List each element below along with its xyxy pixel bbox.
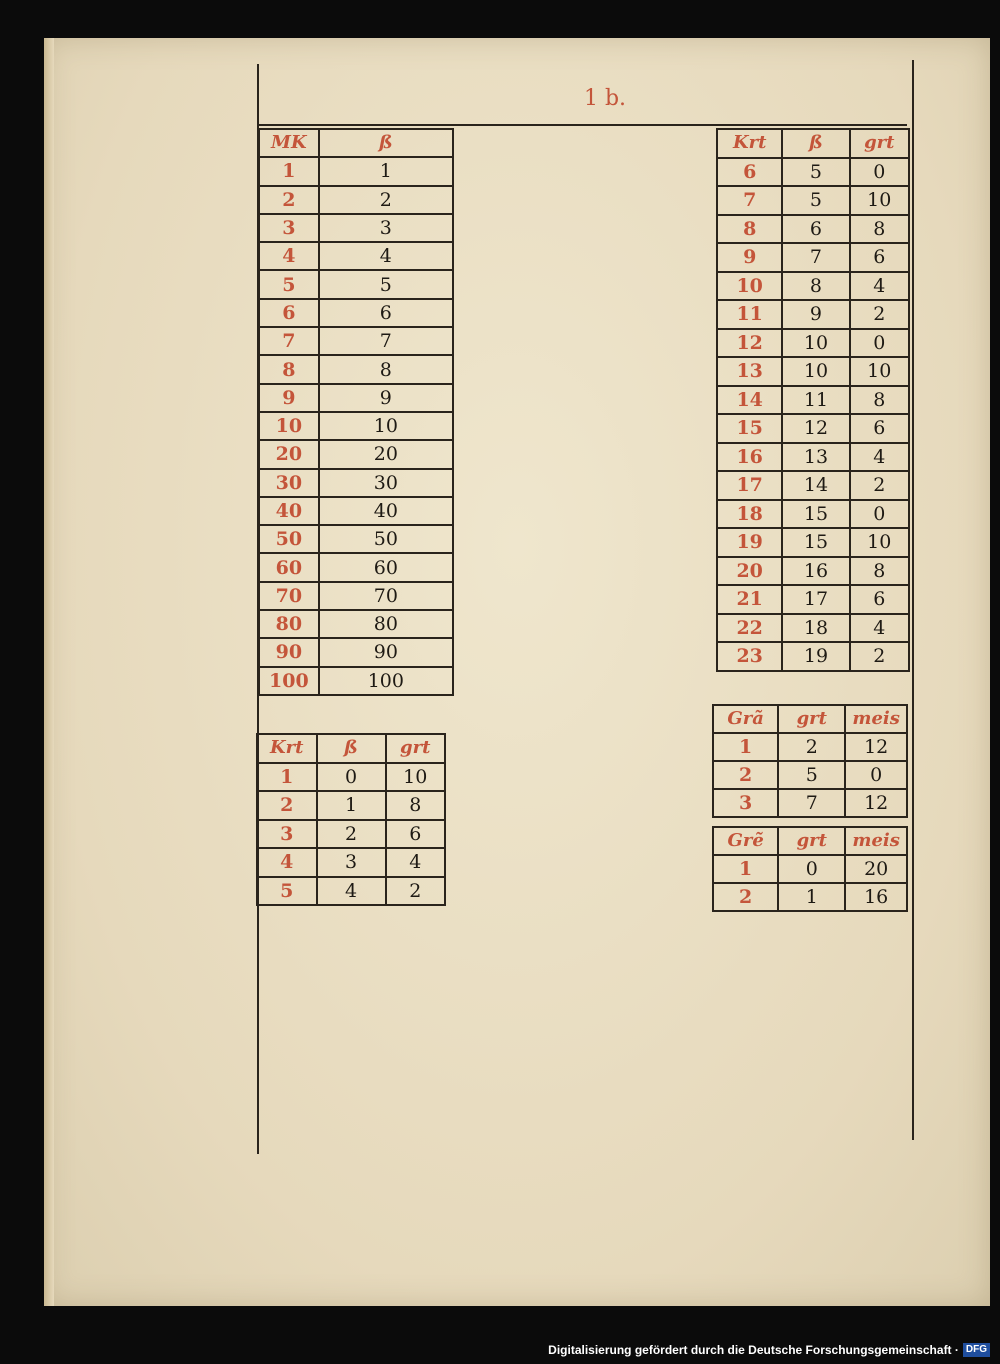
- footer-credit: [548, 1340, 990, 1360]
- value-cell: 30: [319, 469, 453, 497]
- row-label-cell: 5: [257, 877, 317, 906]
- value-cell: 16: [845, 883, 907, 911]
- table-row: [259, 214, 453, 242]
- value-cell: 14: [782, 471, 849, 500]
- value-cell: 40: [319, 497, 453, 525]
- value-cell: 8: [782, 272, 849, 301]
- row-label-cell: 3: [713, 789, 778, 817]
- column-header: ß: [319, 129, 453, 157]
- table-row: [717, 585, 909, 614]
- folio-number: 1 b.: [583, 86, 627, 111]
- column-header: meis: [845, 705, 907, 733]
- column-header: Krt: [717, 129, 782, 158]
- value-cell: 70: [319, 582, 453, 610]
- row-label-cell: 13: [717, 357, 782, 386]
- table-header-row: [259, 129, 453, 157]
- table-row: [717, 443, 909, 472]
- value-cell: 60: [319, 553, 453, 581]
- column-header: Krt: [257, 734, 317, 763]
- conversion-table-gre: [712, 826, 908, 912]
- column-header: ß: [317, 734, 386, 763]
- table-row: [259, 186, 453, 214]
- value-cell: 0: [850, 500, 909, 529]
- value-cell: 12: [845, 733, 907, 761]
- table-row: [717, 300, 909, 329]
- value-cell: 9: [782, 300, 849, 329]
- table-row: [259, 469, 453, 497]
- value-cell: 6: [850, 585, 909, 614]
- value-cell: 8: [850, 215, 909, 244]
- table-row: [259, 553, 453, 581]
- value-cell: 6: [319, 299, 453, 327]
- value-cell: 18: [782, 614, 849, 643]
- value-cell: 5: [778, 761, 845, 789]
- row-label-cell: 2: [257, 791, 317, 820]
- value-cell: 50: [319, 525, 453, 553]
- table-header-row: [713, 705, 907, 733]
- column-header: grt: [778, 827, 845, 855]
- row-label-cell: 10: [259, 412, 319, 440]
- right-margin-rule: [912, 60, 914, 1140]
- value-cell: 15: [782, 500, 849, 529]
- row-label-cell: 16: [717, 443, 782, 472]
- value-cell: 2: [778, 733, 845, 761]
- value-cell: 6: [850, 243, 909, 272]
- column-header: grt: [778, 705, 845, 733]
- value-cell: 1: [317, 791, 386, 820]
- value-cell: 7: [778, 789, 845, 817]
- row-label-cell: 1: [713, 855, 778, 883]
- row-label-cell: 5: [259, 270, 319, 298]
- value-cell: 7: [319, 327, 453, 355]
- value-cell: 4: [319, 242, 453, 270]
- value-cell: 9: [319, 384, 453, 412]
- top-rule: [257, 124, 907, 126]
- table-row: [259, 610, 453, 638]
- value-cell: 4: [850, 614, 909, 643]
- value-cell: 11: [782, 386, 849, 415]
- value-cell: 7: [782, 243, 849, 272]
- value-cell: 2: [386, 877, 446, 906]
- table-row: [713, 883, 907, 911]
- row-label-cell: 22: [717, 614, 782, 643]
- row-label-cell: 12: [717, 329, 782, 358]
- row-label-cell: 19: [717, 528, 782, 557]
- table-row: [259, 582, 453, 610]
- row-label-cell: 1: [257, 763, 317, 792]
- table-row: [717, 272, 909, 301]
- value-cell: 4: [850, 443, 909, 472]
- row-label-cell: 3: [259, 214, 319, 242]
- row-label-cell: 18: [717, 500, 782, 529]
- value-cell: 0: [850, 158, 909, 187]
- value-cell: 16: [782, 557, 849, 586]
- row-label-cell: 3: [257, 820, 317, 849]
- row-label-cell: 50: [259, 525, 319, 553]
- table-row: [717, 557, 909, 586]
- value-cell: 8: [850, 386, 909, 415]
- table-row: [257, 877, 445, 906]
- table-row: [717, 215, 909, 244]
- table-row: [713, 789, 907, 817]
- row-label-cell: 4: [257, 848, 317, 877]
- value-cell: 10: [850, 528, 909, 557]
- table-header-row: [257, 734, 445, 763]
- value-cell: 3: [317, 848, 386, 877]
- value-cell: 10: [386, 763, 446, 792]
- value-cell: 80: [319, 610, 453, 638]
- row-label-cell: 17: [717, 471, 782, 500]
- row-label-cell: 14: [717, 386, 782, 415]
- value-cell: 17: [782, 585, 849, 614]
- value-cell: 4: [850, 272, 909, 301]
- table-row: [713, 733, 907, 761]
- row-label-cell: 100: [259, 667, 319, 695]
- value-cell: 10: [319, 412, 453, 440]
- value-cell: 1: [778, 883, 845, 911]
- value-cell: 0: [845, 761, 907, 789]
- row-label-cell: 21: [717, 585, 782, 614]
- column-header: grt: [850, 129, 909, 158]
- row-label-cell: 2: [713, 883, 778, 911]
- row-label-cell: 8: [717, 215, 782, 244]
- table-header-row: [713, 827, 907, 855]
- value-cell: 2: [319, 186, 453, 214]
- table-row: [257, 820, 445, 849]
- table-row: [257, 848, 445, 877]
- table-row: [717, 642, 909, 671]
- row-label-cell: 40: [259, 497, 319, 525]
- value-cell: 5: [782, 158, 849, 187]
- value-cell: 10: [782, 329, 849, 358]
- row-label-cell: 1: [259, 157, 319, 185]
- table-row: [717, 471, 909, 500]
- row-label-cell: 15: [717, 414, 782, 443]
- value-cell: 10: [850, 186, 909, 215]
- table-row: [717, 500, 909, 529]
- table-row: [257, 763, 445, 792]
- table-row: [717, 158, 909, 187]
- page-edge: [44, 38, 54, 1306]
- table-row: [717, 329, 909, 358]
- conversion-table-krt-right: [716, 128, 910, 672]
- conversion-table-mk: [258, 128, 454, 696]
- row-label-cell: 20: [717, 557, 782, 586]
- value-cell: 2: [850, 471, 909, 500]
- row-label-cell: 2: [713, 761, 778, 789]
- table-header-row: [717, 129, 909, 158]
- value-cell: 19: [782, 642, 849, 671]
- value-cell: 8: [386, 791, 446, 820]
- row-label-cell: 23: [717, 642, 782, 671]
- row-label-cell: 30: [259, 469, 319, 497]
- column-header: meis: [845, 827, 907, 855]
- value-cell: 90: [319, 638, 453, 666]
- row-label-cell: 8: [259, 355, 319, 383]
- row-label-cell: 10: [717, 272, 782, 301]
- value-cell: 100: [319, 667, 453, 695]
- column-header: Grẽ: [713, 827, 778, 855]
- table-row: [717, 386, 909, 415]
- row-label-cell: 6: [259, 299, 319, 327]
- table-row: [259, 440, 453, 468]
- value-cell: 1: [319, 157, 453, 185]
- row-label-cell: 11: [717, 300, 782, 329]
- column-header: MK: [259, 129, 319, 157]
- table-row: [717, 414, 909, 443]
- value-cell: 12: [845, 789, 907, 817]
- conversion-table-krt-left: [256, 733, 446, 906]
- table-row: [717, 357, 909, 386]
- table-row: [259, 384, 453, 412]
- row-label-cell: 9: [259, 384, 319, 412]
- table-row: [259, 157, 453, 185]
- value-cell: 0: [778, 855, 845, 883]
- value-cell: 3: [319, 214, 453, 242]
- conversion-table-gra: [712, 704, 908, 818]
- dfg-logo-icon: DFG: [963, 1343, 990, 1357]
- table-row: [259, 412, 453, 440]
- row-label-cell: 80: [259, 610, 319, 638]
- table-row: [717, 243, 909, 272]
- table-row: [259, 667, 453, 695]
- row-label-cell: 9: [717, 243, 782, 272]
- row-label-cell: 90: [259, 638, 319, 666]
- table-row: [259, 327, 453, 355]
- value-cell: 6: [386, 820, 446, 849]
- row-label-cell: 6: [717, 158, 782, 187]
- row-label-cell: 7: [717, 186, 782, 215]
- table-row: [713, 761, 907, 789]
- value-cell: 2: [850, 642, 909, 671]
- value-cell: 0: [850, 329, 909, 358]
- value-cell: 12: [782, 414, 849, 443]
- value-cell: 8: [850, 557, 909, 586]
- value-cell: 15: [782, 528, 849, 557]
- column-header: grt: [386, 734, 446, 763]
- row-label-cell: 2: [259, 186, 319, 214]
- row-label-cell: 60: [259, 553, 319, 581]
- row-label-cell: 4: [259, 242, 319, 270]
- value-cell: 5: [319, 270, 453, 298]
- row-label-cell: 70: [259, 582, 319, 610]
- value-cell: 10: [850, 357, 909, 386]
- row-label-cell: 1: [713, 733, 778, 761]
- table-row: [717, 186, 909, 215]
- value-cell: 6: [850, 414, 909, 443]
- table-row: [713, 855, 907, 883]
- table-row: [259, 242, 453, 270]
- footer-text: Digitalisierung gefördert durch die Deutsche Forschungsgemeinschaft ·: [548, 1343, 959, 1357]
- row-label-cell: 20: [259, 440, 319, 468]
- table-row: [717, 528, 909, 557]
- table-row: [259, 355, 453, 383]
- table-row: [257, 791, 445, 820]
- table-row: [259, 299, 453, 327]
- value-cell: 2: [850, 300, 909, 329]
- table-row: [717, 614, 909, 643]
- column-header: ß: [782, 129, 849, 158]
- value-cell: 5: [782, 186, 849, 215]
- table-row: [259, 497, 453, 525]
- table-row: [259, 270, 453, 298]
- column-header: Grã: [713, 705, 778, 733]
- value-cell: 2: [317, 820, 386, 849]
- value-cell: 20: [845, 855, 907, 883]
- table-row: [259, 638, 453, 666]
- row-label-cell: 7: [259, 327, 319, 355]
- table-row: [259, 525, 453, 553]
- value-cell: 8: [319, 355, 453, 383]
- value-cell: 0: [317, 763, 386, 792]
- value-cell: 6: [782, 215, 849, 244]
- value-cell: 13: [782, 443, 849, 472]
- value-cell: 4: [386, 848, 446, 877]
- value-cell: 4: [317, 877, 386, 906]
- value-cell: 20: [319, 440, 453, 468]
- value-cell: 10: [782, 357, 849, 386]
